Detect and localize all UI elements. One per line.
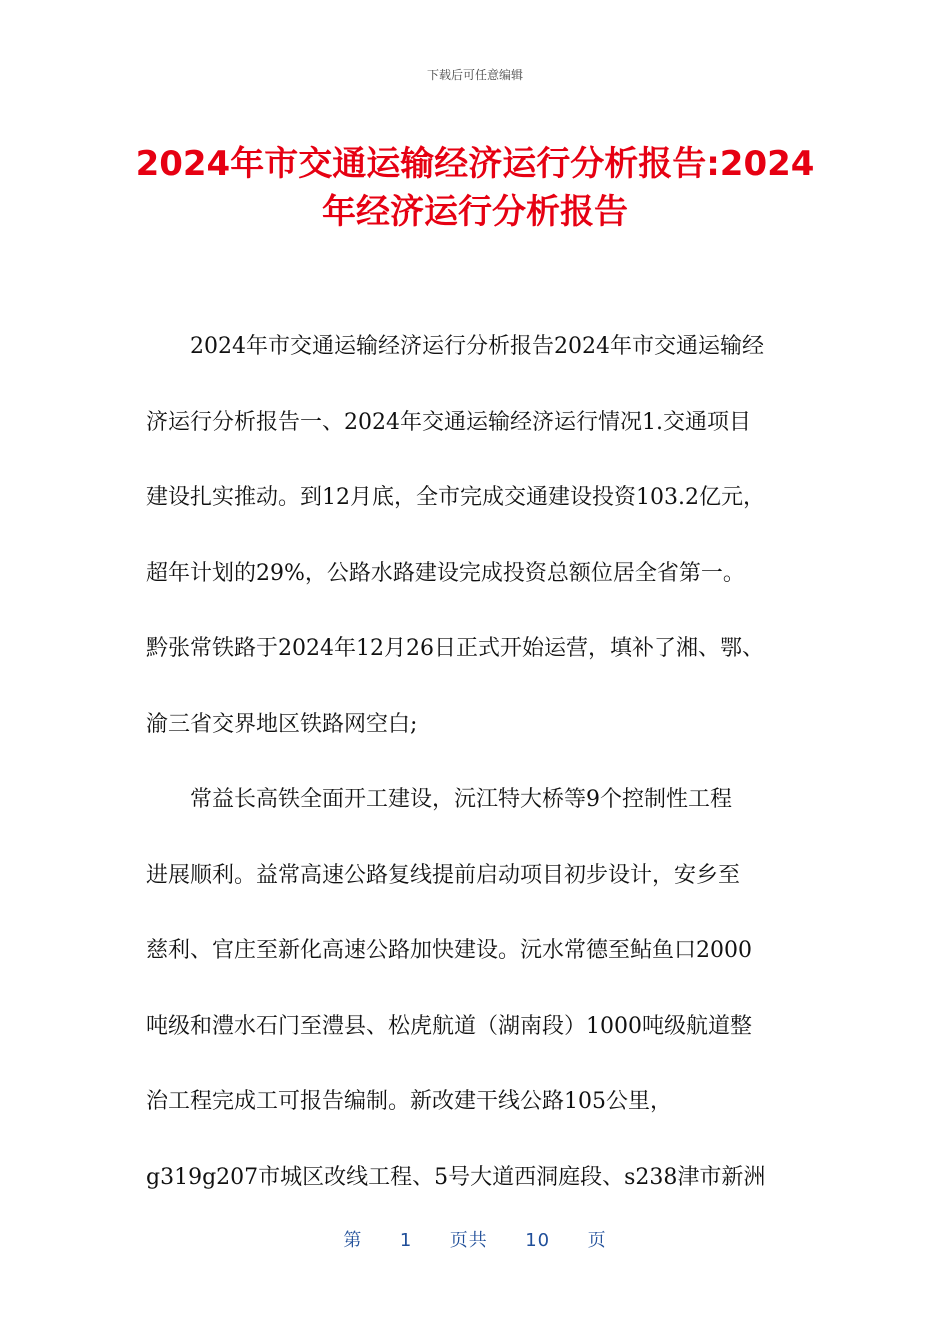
text-line: 进展顺利。益常高速公路复线提前启动项目初步设计，安乡至 (146, 862, 741, 888)
page-mid: 页共 (449, 1230, 488, 1251)
text-line: 超年计划的29%，公路水路建设完成投资总额位居全省第一。 (146, 560, 745, 586)
text-line: 吨级和澧水石门至澧县、松虎航道（湖南段）1000吨级航道整 (146, 1013, 752, 1039)
page-suffix: 页 (587, 1230, 607, 1251)
text-line: 渝三省交界地区铁路网空白; (146, 711, 418, 737)
text-line: 2024年市交通运输经济运行分析报告2024年市交通运输经 (190, 334, 764, 359)
text-line: 济运行分析报告一、2024年交通运输经济运行情况1.交通项目 (146, 409, 751, 435)
text-line: 建设扎实推动。到12月底，全市完成交通建设投资103.2亿元， (146, 485, 765, 510)
title-line-2: 年经济运行分析报告 (322, 192, 628, 232)
page-total: 10 (525, 1230, 551, 1251)
document-title (120, 140, 830, 236)
text-line: 慈利、官庄至新化高速公路加快建设。沅水常德至鲇鱼口2000 (146, 938, 752, 963)
text-line: g319g207市城区改线工程、5号大道西洞庭段、s238津市新洲 (146, 1164, 766, 1190)
header-note: 下载后可任意编辑 (426, 68, 523, 82)
text-line: 治工程完成工可报告编制。新改建干线公路105公里， (146, 1089, 672, 1114)
page-number: 1 (399, 1230, 413, 1251)
page-prefix: 第 (343, 1230, 363, 1251)
body-text (146, 320, 814, 1226)
text-line: 黔张常铁路于2024年12月26日正式开始运营，填补了湘、鄂、 (146, 636, 764, 661)
page-footer (0, 1226, 950, 1252)
text-line: 常益长高铁全面开工建设，沅江特大桥等9个控制性工程 (190, 787, 732, 812)
title-line-1: 2024年市交通运输经济运行分析报告:2024 (135, 144, 815, 184)
